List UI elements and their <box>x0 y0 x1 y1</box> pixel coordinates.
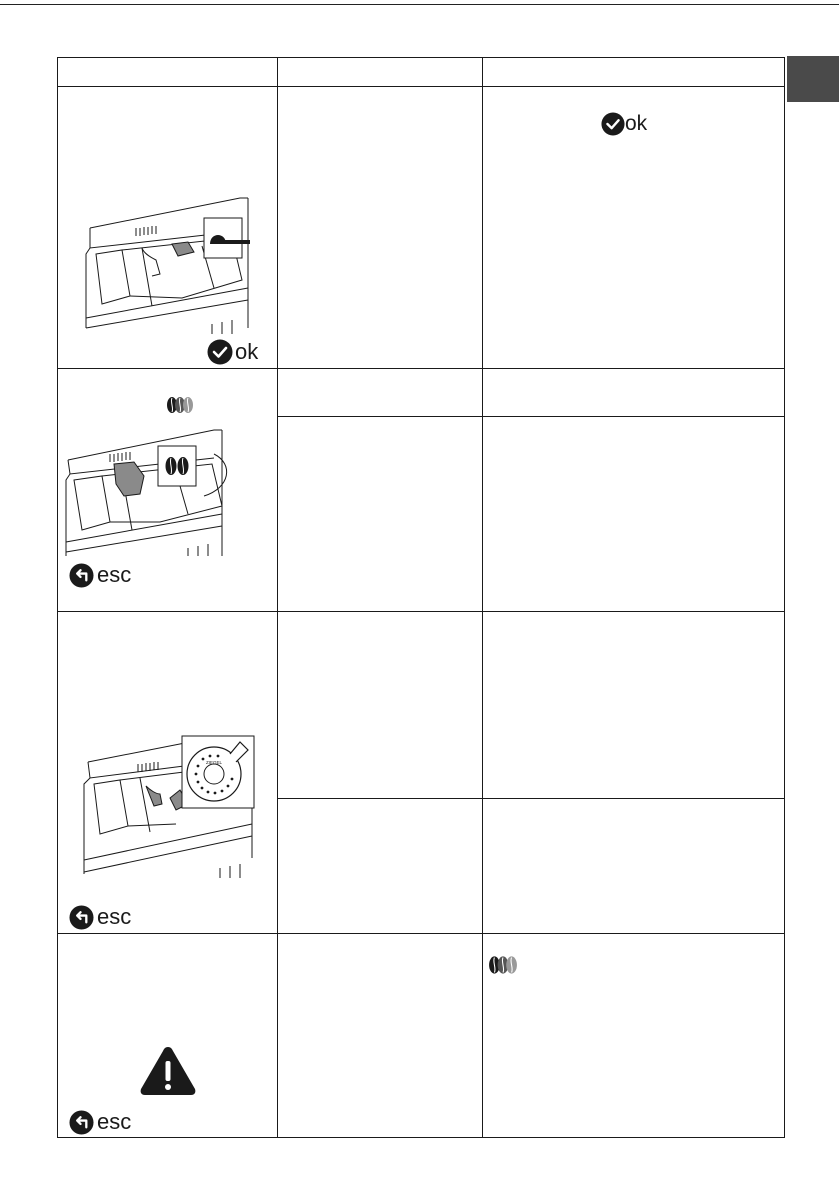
check-circle-icon <box>601 112 625 136</box>
check-circle-icon <box>207 339 233 365</box>
chapter-tab-marker <box>787 56 839 102</box>
esc-label: esc <box>97 562 132 587</box>
coffee-drawer-grind-illustration <box>80 728 256 878</box>
header-cell-description <box>278 58 482 86</box>
warning-triangle-icon <box>138 1045 198 1097</box>
header-cell-action <box>483 58 784 86</box>
coffee-drawer-beans-illustration <box>64 418 236 556</box>
back-arrow-circle-icon <box>69 1110 94 1135</box>
back-arrow-circle-icon <box>69 563 94 588</box>
ok-label: ok <box>625 112 648 135</box>
ok-label: ok <box>235 339 259 364</box>
esc-label: esc <box>97 1109 132 1134</box>
coffee-beans-three-icon <box>166 396 194 414</box>
back-arrow-circle-icon <box>69 905 94 930</box>
grind-dial-label: ZIEGEL <box>206 760 223 765</box>
coffee-drawer-spoon-illustration <box>82 188 252 334</box>
coffee-beans-three-icon <box>488 955 518 975</box>
esc-label: esc <box>97 904 132 929</box>
page-top-rule <box>0 4 839 5</box>
header-cell-illustration <box>58 58 277 86</box>
